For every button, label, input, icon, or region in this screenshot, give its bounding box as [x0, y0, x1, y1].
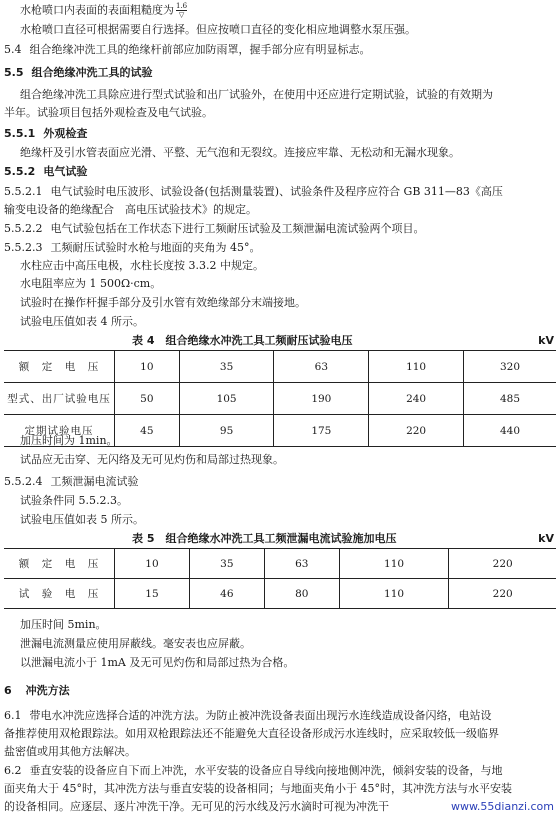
- table-cell: 46: [189, 579, 264, 609]
- clause-6-1-line3: 盐密值或用其他方法解决。: [4, 745, 136, 758]
- table-cell: 110: [369, 351, 464, 383]
- table4-caption: 表 4 组合绝缘水冲洗工具工频耐压试验电压: [132, 334, 353, 347]
- clause-text: 带电水冲洗应选择合适的冲洗方法。为防止被冲洗设备表面出现污水连线造成设备闪络，电站设: [29, 709, 492, 722]
- clause-number: 5.5.2.2: [4, 222, 43, 235]
- clause-text: 电气试验包括在工作状态下进行工频耐压试验及工频泄漏电流试验两个项目。: [50, 222, 425, 235]
- table-cell: 220: [449, 579, 556, 609]
- heading-5-5-1: [4, 127, 87, 141]
- roughness-symbol: [176, 2, 187, 19]
- paragraph-water-column: 水柱应击中高压电极，水柱长度按 3.3.2 中规定。: [20, 259, 264, 272]
- table-cell: 15: [115, 579, 190, 609]
- table-cell: 485: [463, 383, 556, 415]
- clause-5-4: [4, 43, 371, 57]
- table-row-label: 试 验 电 压: [4, 579, 115, 609]
- paragraph-pass-criteria: 以泄漏电流小于 1mA 及无可见灼伤和局部过热为合格。: [20, 656, 295, 669]
- table-row: [4, 579, 556, 609]
- clause-5-5-2-1: [4, 185, 503, 199]
- heading-number: 5.5.2: [4, 165, 36, 178]
- table5-caption: 表 5 组合绝缘水冲洗工具工频泄漏电流试验施加电压: [132, 532, 397, 545]
- roughness-mark: ▽: [178, 11, 185, 19]
- heading-5-5-2: [4, 165, 87, 179]
- paragraph-table5-ref: 试验电压值如表 5 所示。: [20, 513, 144, 526]
- clause-number: 5.5.2.4: [4, 475, 43, 488]
- paragraph-table4-criteria: 试品应无击穿、无闪络及无可见灼伤和局部过热现象。: [20, 453, 284, 466]
- table-cell: 10: [115, 549, 190, 579]
- clause-text: 工频泄漏电流试验: [50, 475, 139, 488]
- table4-unit: kV: [538, 334, 554, 347]
- clause-5-5-2-3: [4, 241, 260, 255]
- table-cell: 175: [274, 415, 369, 447]
- paragraph-5-5-b: 半年。试验项目包括外观检查及电气试验。: [4, 106, 213, 119]
- table-cell: 35: [179, 351, 274, 383]
- roughness-text: 水枪喷口内表面的表面粗糙度为: [20, 3, 174, 17]
- table-cell: 63: [264, 549, 339, 579]
- clause-number: 5.5.2.1: [4, 185, 43, 198]
- paragraph-conditions: 试验条件同 5.5.2.3。: [20, 494, 128, 507]
- heading-number: 5.5.1: [4, 127, 36, 140]
- clause-6-2-line3: 的设备相同。应逐层、逐片冲洗干净。无可见的污水线及污水滴时可视为冲洗干: [4, 800, 389, 813]
- heading-text: 冲洗方法: [25, 684, 70, 697]
- heading-number: 6: [4, 684, 12, 697]
- clause-number: 5.4: [4, 43, 22, 56]
- roughness-value: 1.6: [176, 2, 188, 10]
- table-5: [4, 548, 556, 609]
- table-row-label: 额 定 电 压: [4, 549, 115, 579]
- clause-5-5-2-4: [4, 475, 138, 489]
- clause-number: 6.2: [4, 764, 22, 777]
- paragraph-table4-duration: 加压时间为 1min。: [20, 434, 118, 447]
- paragraph-resistivity: 水电阻率应为 1 500Ω·cm。: [20, 277, 162, 290]
- table-cell: 190: [274, 383, 369, 415]
- clause-6-2-line2: 面夹角大于 45°时，其冲洗方法与垂直安装的设备相同；与地面夹角小于 45°时，其冲洗方法与水平安装: [4, 782, 512, 795]
- heading-text: 外观检查: [43, 127, 88, 140]
- table-cell: 35: [189, 549, 264, 579]
- table-cell: 220: [449, 549, 556, 579]
- table-row-label: 型式、出厂试验电压: [4, 383, 115, 415]
- table5-unit: kV: [538, 532, 554, 545]
- heading-6: [4, 684, 70, 698]
- heading-text: 电气试验: [43, 165, 88, 178]
- table-cell: 105: [179, 383, 274, 415]
- table-cell: 440: [463, 415, 556, 447]
- paragraph-grounding: 试验时在操作杆握手部分及引水管有效绝缘部分末端接地。: [20, 296, 306, 309]
- clause-6-1-line2: 备推荐使用双枪跟踪法。如用双枪跟踪法还不能避免大直径设备形成污水连线时，应采取较低一级临界: [4, 727, 499, 740]
- table-cell: 45: [115, 415, 180, 447]
- clause-text: 工频耐压试验时水枪与地面的夹角为 45°。: [50, 241, 261, 254]
- paragraph-shielding: 泄漏电流测量应使用屏蔽线。毫安表也应屏蔽。: [20, 637, 251, 650]
- table-row-label: 额 定 电 压: [4, 351, 115, 383]
- table-cell: 240: [369, 383, 464, 415]
- clause-6-1: [4, 709, 492, 723]
- table-row: [4, 383, 556, 415]
- table-row: [4, 549, 556, 579]
- table-cell: 50: [115, 383, 180, 415]
- table-cell: 10: [115, 351, 180, 383]
- table-cell: 95: [179, 415, 274, 447]
- paragraph-table4-ref: 试验电压值如表 4 所示。: [20, 315, 144, 328]
- table-cell: 320: [463, 351, 556, 383]
- table-row: [4, 351, 556, 383]
- clause-text: 组合绝缘冲洗工具的绝缘杆前部应加防雨罩，握手部分应有明显标志。: [29, 43, 371, 56]
- heading-5-5: [4, 66, 153, 80]
- table-cell: 110: [339, 549, 449, 579]
- heading-text: 组合绝缘冲洗工具的试验: [31, 66, 153, 79]
- clause-6-2: [4, 764, 503, 778]
- table-cell: 63: [274, 351, 369, 383]
- table-cell: 110: [339, 579, 449, 609]
- clause-5-5-2-2: [4, 222, 424, 236]
- heading-number: 5.5: [4, 66, 24, 79]
- paragraph-5-5-a: 组合绝缘冲洗工具除应进行型式试验和出厂试验外，在使用中还应进行定期试验，试验的有效期为: [20, 88, 493, 101]
- clause-number: 5.5.2.3: [4, 241, 43, 254]
- paragraph-5-5-1: 绝缘杆及引水管表面应光滑、平整、无气泡和无裂纹。连接应牢靠、无松动和无漏水现象。: [20, 146, 460, 159]
- table-4: [4, 350, 556, 447]
- clause-text: 电气试验时电压波形、试验设备(包括测量装置)、试验条件及程序应符合 GB 311—83《高压: [50, 185, 503, 198]
- paragraph-nozzle: 水枪喷口直径可根据需要自行选择。但应按喷口直径的变化相应地调整水泵压强。: [20, 23, 416, 36]
- table-cell: 80: [264, 579, 339, 609]
- paragraph-roughness: [20, 2, 187, 19]
- table-row-label: 定期试验电压: [4, 415, 115, 447]
- watermark: www.55dianzi.com: [450, 800, 554, 813]
- paragraph-table5-duration: 加压时间 5min。: [20, 618, 107, 631]
- clause-5-5-2-1-cont: 输变电设备的绝缘配合 高电压试验技术》的规定。: [4, 203, 257, 216]
- clause-text: 垂直安装的设备应自下而上冲洗，水平安装的设备应自导线向接地侧冲洗，倾斜安装的设备，与地: [29, 764, 503, 777]
- clause-number: 6.1: [4, 709, 22, 722]
- table-cell: 220: [369, 415, 464, 447]
